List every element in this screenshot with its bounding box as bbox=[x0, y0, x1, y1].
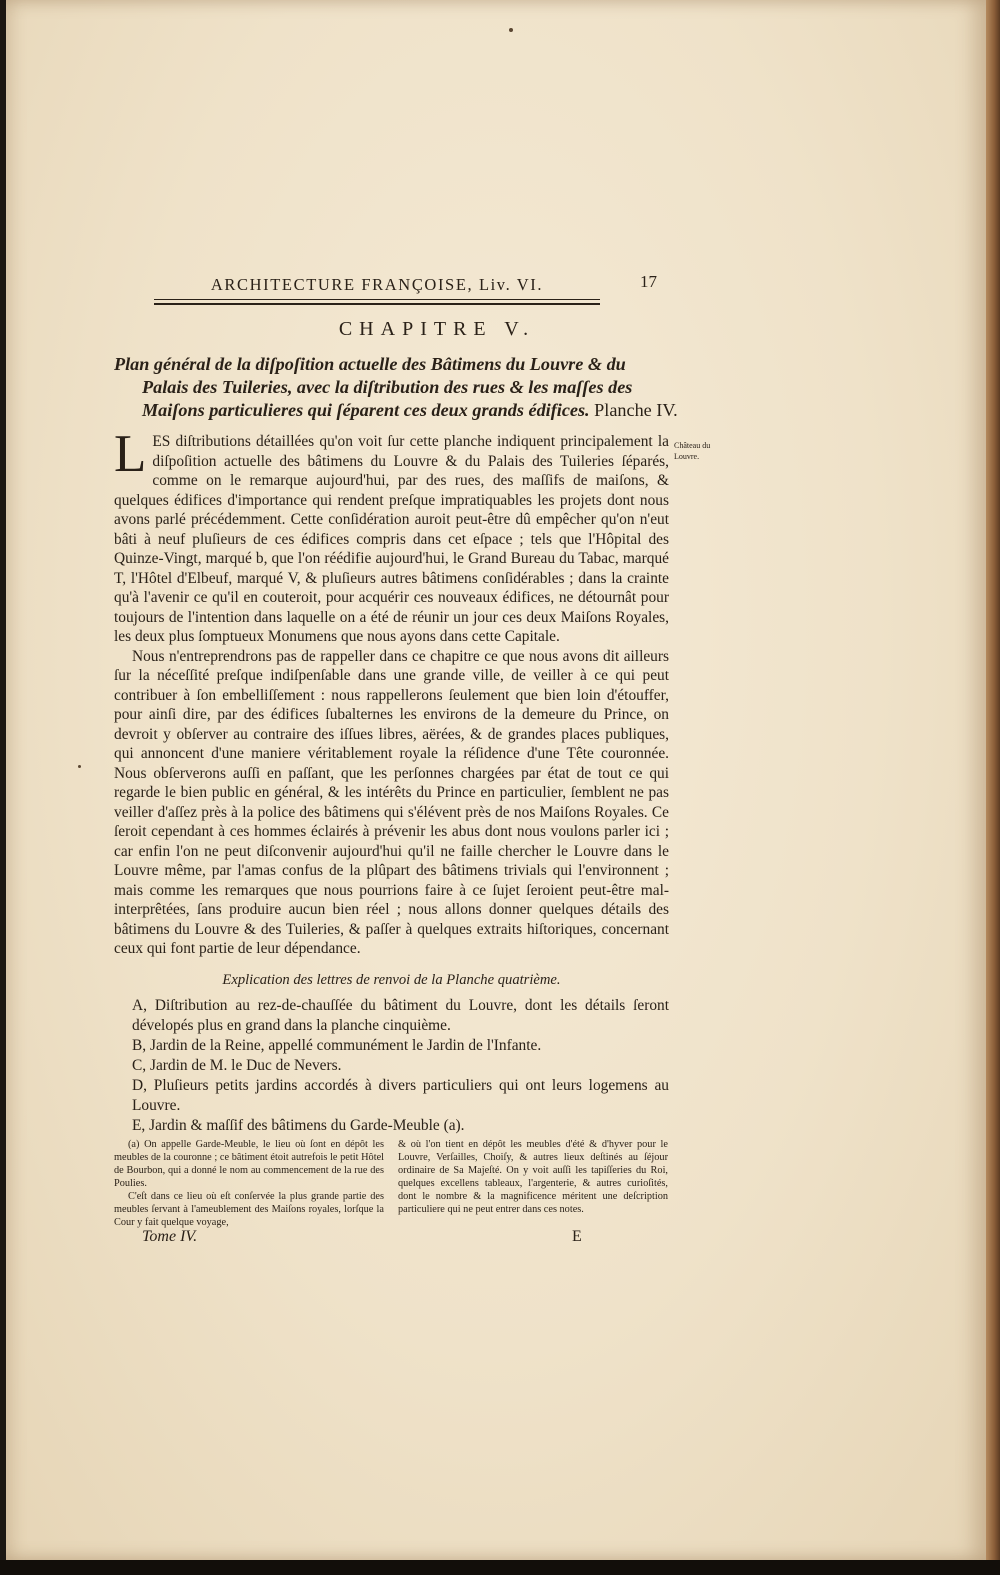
footnote-column-left bbox=[114, 1138, 384, 1229]
running-title: ARCHITECTURE FRANÇOISE, Liv. VI. bbox=[210, 275, 544, 294]
title-line-1: Plan général de la diſpoſition actuelle des Bâtimens du Louvre & du bbox=[114, 354, 626, 374]
running-header bbox=[154, 273, 600, 305]
footnote-paragraph: & où l'on tient en dépôt les meubles d'été & d'hyver pour le Louvre, Verſailles, Choiſy, & autres lieux deſtinés au ſéjour ordinaire de Sa Majeſté. On y voit auſſi les tapiſſeries du Roi, quelques excellens tableaux, l'argenterie, & autres curioſités, dont le nombre & la magnificence méritent une deſcription particuliere qui ne peut entrer dans ces notes. bbox=[398, 1139, 668, 1215]
title-line-3-text: Maiſons particulieres qui ſéparent ces deux grands édifices. bbox=[142, 400, 590, 420]
paragraph-2: Nous n'entreprendrons pas de rappeller dans ce chapitre ce que nous avons dit ailleurs ſur la néceſſité preſque indiſpenſable dans une grande ville, de veiller à ce qui peut contribuer à ſon embelliſſement : nous rappellerons ſeulement que bien loin d'étouffer, pour ainſi dire, par des édifices ſubalternes les environs de la demeure du Prince, on devroit y obſerver au contraire des iſſues libres, aërées, & de grandes places publiques, qui annoncent d'une maniere véritablement royale la réſidence d'une Tête couronnée. Nous obſerverons auſſi en paſſant, que les perſonnes chargées par état de tout ce qui regarde le bien public en général, & les intérêts du Prince en particulier, ſemblent ne pas veiller d'aſſez près à la police des bâtimens qui s'élévent près de nos Maiſons Royales. Ce ſeroit cependant à ces hommes éclairés à prévenir les abus dont nous voulons parler ici ; car enfin l'on ne peut diſconvenir aujourd'hui qu'il ne faille chercher le Louvre dans le Louvre même, par l'amas confus de la plûpart des bâtimens trivials qui l'environnent ; mais comme les remarques que nous pourrions faire à ce ſujet ſeroient peut-être mal-interprêtées, ſans produire aucun bien réel ; nous allons donner quelques détails des bâtimens du Louvre & des Tuileries, & paſſer à quelques extraits hiſtoriques, concernant ceux qui font partie de leur dépendance. bbox=[114, 647, 669, 957]
legend-entries bbox=[114, 996, 669, 1136]
paragraph-1 bbox=[114, 425, 669, 647]
header-rule bbox=[154, 299, 600, 300]
margin-note: Château du Louvre. bbox=[674, 441, 711, 461]
body-text bbox=[114, 425, 669, 959]
explanation-heading: Explication des lettres de renvoi de la Planche quatrième. bbox=[222, 972, 561, 988]
legend-entry: D, Pluſieurs petits jardins accordés à divers particuliers qui ont leurs logemens au Louvre. bbox=[132, 1077, 669, 1114]
legend-entry: E, Jardin & maſſif des bâtimens du Garde-Meuble (a). bbox=[132, 1117, 465, 1134]
ink-speck bbox=[509, 28, 513, 32]
chapter-heading: CHAPITRE V. bbox=[338, 318, 536, 340]
paragraph-1-text: ES diſtributions détaillées qu'on voit ſur cette planche indiquent principalement la diſpoſition actuelle des bâtimens du Louvre & du Palais des Tuileries ſéparés, comme on le remarque aujourd'hui, par des rues, des maſſifs de maiſons, & quelques édifices d'importance qui rendent preſque impratiquables les projets dont nous avons parlé précédemment. Cette conſidération auroit peut-être dû empêcher qu'on n'eut bâti à neuf pluſieurs de ces édifices compris dans cet eſpace ; tels que l'Hôpital des Quinze-Vingt, marqué b, que l'on réédifie aujourd'hui, le Grand Bureau du Tabac, marqué T, l'Hôtel d'Elbeuf, marqué V, & pluſieurs autres bâtimens conſidérables ; dans la crainte qu'à l'avenir ce qu'il en couteroit, pour acquérir ces nouveaux édifices, ne détournât pour toujours de l'intention dans laquelle on a été de réunir un jour ces deux Maiſons Royales, les deux plus ſomptueux Monumens que nous ayons dans cette Capitale. bbox=[114, 433, 669, 645]
chapter-title bbox=[114, 353, 678, 422]
signature-mark: E bbox=[572, 1228, 582, 1245]
footnote-paragraph: (a) On appelle Garde-Meuble, le lieu où ſont en dépôt les meubles de la couronne ; ce bâtiment étoit autrefois le petit Hôtel de Bourbon, qui a donné le nom au commencement de la rue des Poulies. bbox=[114, 1139, 384, 1189]
page-bottom-shadow bbox=[0, 1560, 1000, 1575]
page-number: 17 bbox=[640, 272, 657, 291]
volume-footer: Tome IV. bbox=[142, 1228, 198, 1245]
legend-entry: B, Jardin de la Reine, appellé communément le Jardin de l'Infante. bbox=[132, 1037, 542, 1054]
footnote-column-right bbox=[398, 1138, 668, 1216]
drop-cap: L bbox=[114, 425, 147, 483]
ink-speck bbox=[78, 765, 81, 768]
page-edge bbox=[986, 0, 1000, 1575]
title-line-2: Palais des Tuileries, avec la diſtribution des rues & les maſſes des bbox=[142, 377, 633, 397]
footnote-paragraph: C'eſt dans ce lieu où eſt conſervée la plus grande partie des meubles ſervant à l'ameublement des Maiſons royales, lorſque la Cour y fait quelque voyage, bbox=[114, 1191, 384, 1228]
legend-entry: A, Diſtribution au rez-de-chauſſée du bâtiment du Louvre, dont les détails ſeront dévelopés plus en grand dans la planche cinquième. bbox=[132, 997, 669, 1034]
plate-reference: Planche IV. bbox=[594, 400, 678, 420]
title-line-3 bbox=[114, 399, 678, 422]
legend-entry: C, Jardin de M. le Duc de Nevers. bbox=[132, 1057, 342, 1074]
